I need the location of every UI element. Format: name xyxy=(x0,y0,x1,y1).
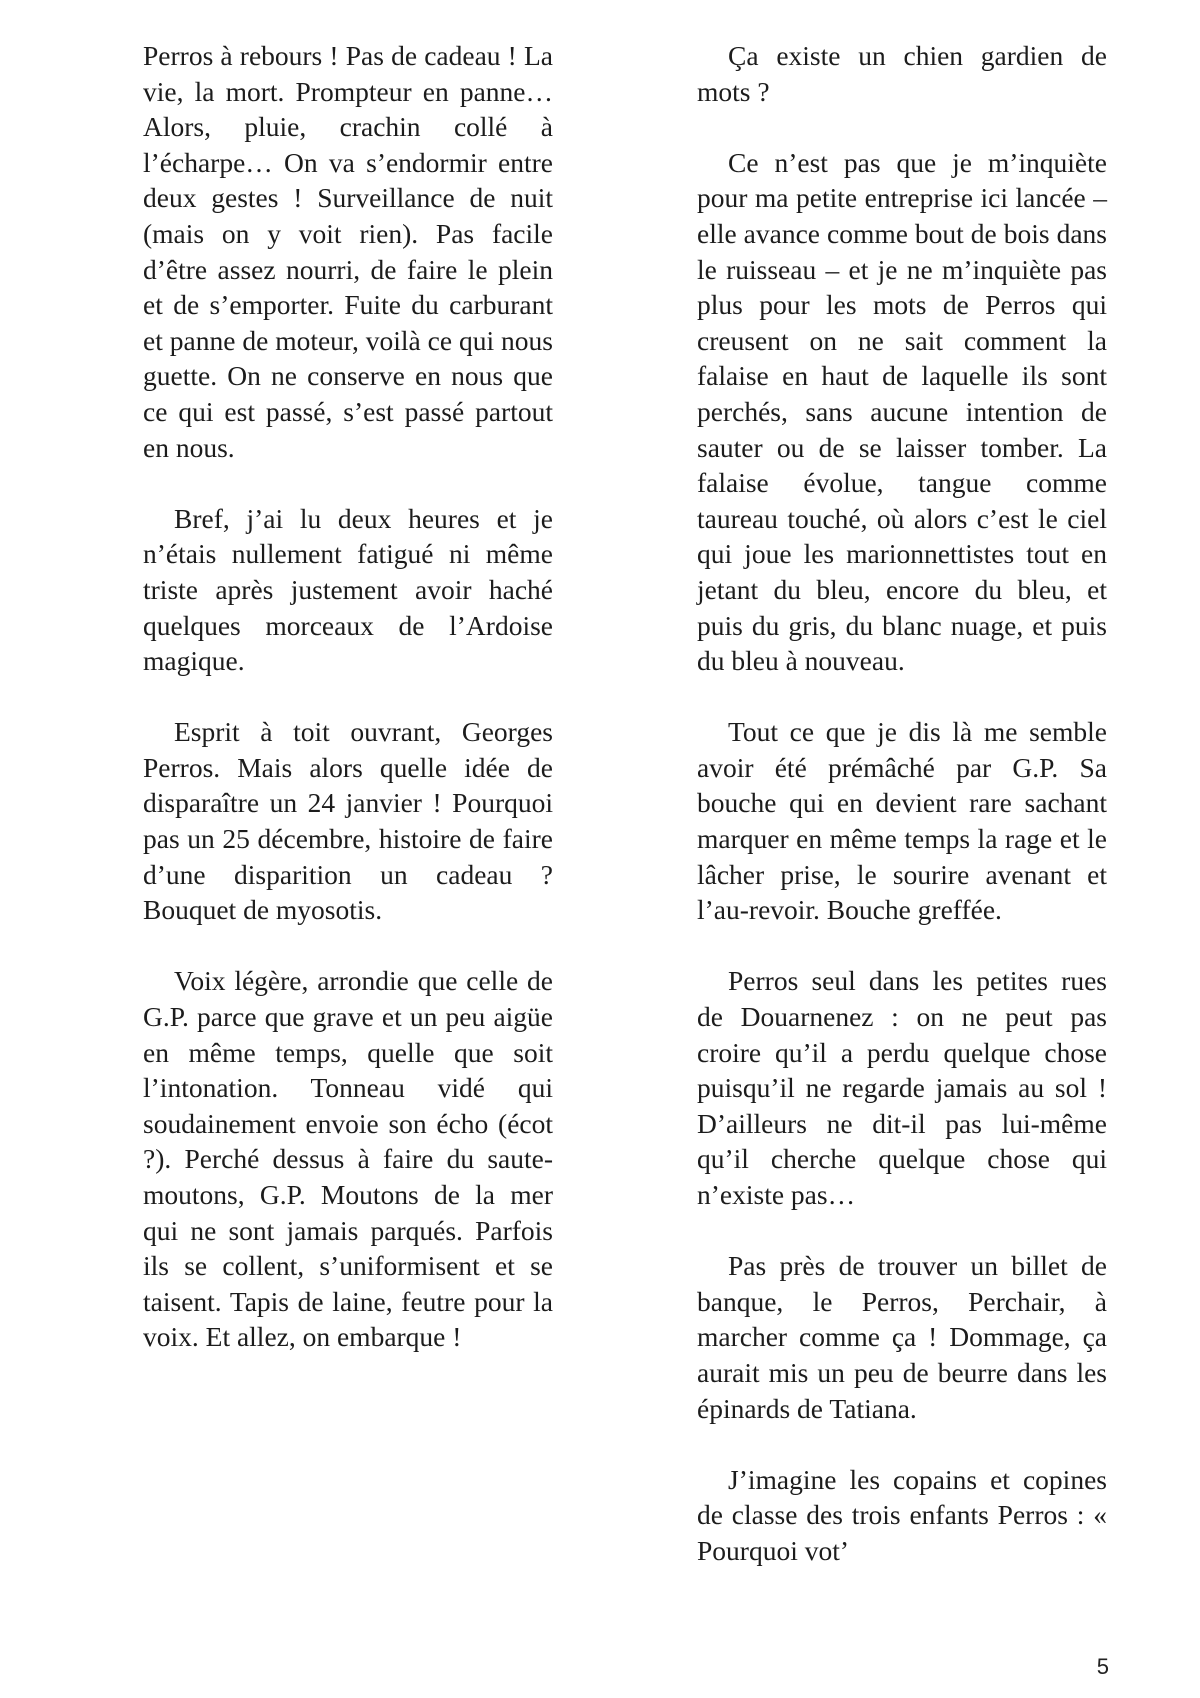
paragraph: Pas près de trouver un billet de banque, le Perros, Perchair, à marcher comme ça ! Dommage, ça aurait mis un peu de beurre dans les épinards de Tatiana. xyxy=(697,1250,1107,1424)
paragraph: Perros à rebours ! Pas de cadeau ! La vie, la mort. Prompteur en panne… Alors, pluie, crachin collé à l’écharpe… On va s’endormir entre deux gestes ! Surveillance de nuit (mais on y voit rien). Pas facile d’être assez nourri, de faire le plein et de s’emporter. Fuite du carburant et panne de moteur, voilà ce qui nous guette. On ne conserve en nous que ce qui est passé, s’est passé partout en nous. xyxy=(143,40,553,463)
left-text-column xyxy=(143,38,553,1391)
paragraph: Bref, j’ai lu deux heures et je n’étais nullement fatigué ni même triste après justement avoir haché quelques morceaux de l’Ardoise magique. xyxy=(143,502,553,677)
page-number: 5 xyxy=(1096,1654,1109,1679)
paragraph: Perros seul dans les petites rues de Douarnenez : on ne peut pas croire qu’il a perdu quelque chose puisqu’il ne regarde jamais au sol ! D’ailleurs ne dit-il pas lui-même qu’il cherche quelque chose qui n’existe pas… xyxy=(697,965,1107,1210)
paragraph: Ce n’est pas que je m’inquiète pour ma petite entreprise ici lancée – elle avance comme bout de bois dans le ruisseau – et je ne m’inquiète pas plus pour les mots de Perros qui creusent on ne sait comment la falaise en haut de laquelle ils sont perchés, sans aucune intention de sauter ou de se laisser tomber. La falaise évolue, tangue comme taureau touché, où alors c’est le ciel qui joue les marionnettistes tout en jetant du bleu, encore du bleu, et puis du gris, du blanc nuage, et puis du bleu à nouveau. xyxy=(697,146,1107,677)
paragraph: Tout ce que je dis là me semble avoir été prémâché par G.P. Sa bouche qui en devient rare sachant marquer en même temps la rage et le lâcher prise, le sourire avenant et l’au-revoir. Bouche greffée. xyxy=(697,716,1107,926)
paragraph: Ça existe un chien gardien de mots ? xyxy=(697,40,1107,107)
paragraph: J’imagine les copains et copines de classe des trois enfants Perros : « Pourquoi vot’ xyxy=(697,1463,1107,1566)
paragraph: Esprit à toit ouvrant, Georges Perros. Mais alors quelle idée de disparaître un 24 janvier ! Pourquoi pas un 25 décembre, histoire de faire d’une disparition un cadeau ? Bouquet de myosotis. xyxy=(143,716,553,926)
right-text-column xyxy=(697,38,1107,1604)
paragraph: Voix légère, arrondie que celle de G.P. parce que grave et un peu aigüe en même temps, quelle que soit l’intonation. Tonneau vidé qui soudainement envoie son écho (écot ?). Perché dessus à faire du saute-moutons, G.P. Moutons de la mer qui ne sont jamais parqués. Parfois ils se collent, s’uniformisent et se taisent. Tapis de laine, feutre pour la voix. Et allez, on embarque ! xyxy=(143,965,553,1353)
